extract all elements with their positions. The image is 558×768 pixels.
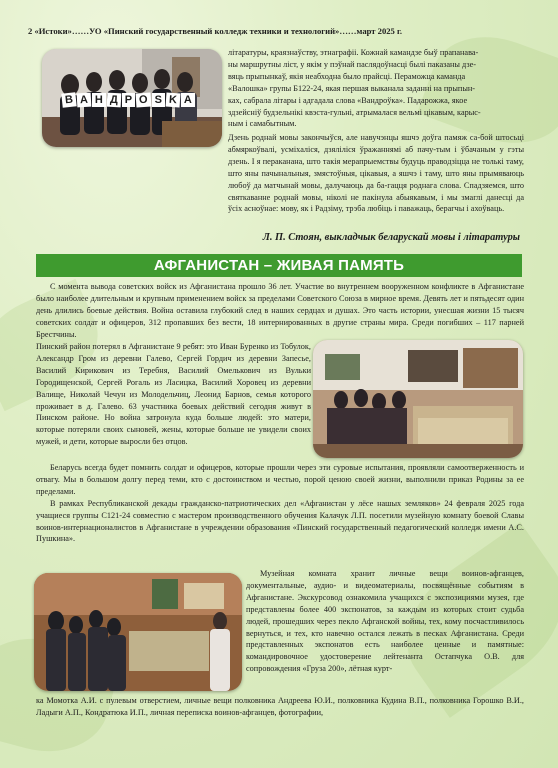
letter-card: Р [122, 93, 135, 107]
photo-exhibition [34, 573, 242, 691]
text-line: ным і самабытным. [228, 119, 297, 129]
afghan-text-4 [36, 695, 524, 719]
text-line: ны маршрутны ліст, у якім у пэўнай паслядоўнасці былі паказаны дзе- [228, 59, 477, 69]
paragraph: Музейная комната хранит личные вещи воинов-афганцев, документальные, аудио- и видеоматериалы, посвящённые событиям в Афганистане. Экскурсовод ознакомила учащихся с экспозициями музея, где представлены более 400 экспонатов, за каждым из которых стоит судьба людей, прошедших через пекло Афганской войны, тех, кому посчастливилось вернуться, и тех, кто навечно остался лежать в песках Афганистана. Среди представленных экспонатов есть наиболее ценные и памятные: командировочное удостоверение лейтенанта Остапчука О.В. для сопровождения «Груза 200», лётная курт- [246, 569, 524, 674]
belarus-paragraph [36, 132, 524, 215]
afghan-text-1b [36, 341, 311, 448]
letter-card: Д [107, 93, 122, 108]
afghan-text-3 [246, 568, 524, 675]
letter-card: A [181, 93, 195, 107]
afghan-text-1 [36, 281, 524, 341]
letter-card: А [77, 93, 92, 108]
belarus-text-top [228, 47, 524, 130]
signature: Л. П. Стоян, выкладчык беларускай мовы і літаратуры [262, 232, 520, 243]
letter-cards [62, 93, 195, 107]
page-header: 2 «Истоки»……УО «Пинский государственный колледж техники и технологий»……март 2025 г. [28, 26, 403, 36]
text-line: здзейсніў будзельнікі квэста-гульні, атрымалася вельмі цікавым, карыс- [228, 107, 481, 117]
text-line: ках, сабрала літары і адгадала слова «Вандроўка». Падарожжа, якое [228, 95, 468, 105]
letter-card: О [136, 93, 152, 108]
letter-card: Н [92, 93, 106, 107]
text-line: літаратуры, краязнаўству, этнаграфіі. Кожнай камандзе быў прапанава- [228, 48, 479, 57]
paragraph: Дзень роднай мовы закончыўся, але навучэнцы яшчэ доўга памяж са-бой штосьці абмяркоўвалі, усміхаліся, дзяліліся ўражаннямі аб пачу-тым і ўбачаным у гэты дзень. І я пераканана, што такія мерапрыемствы будуць праводзіцца не толькі таму, што яны пачынальныя, змястоўныя, цікавыя, а яшчэ і таму, што яны прымяваюць любоў да матчынай мовы, далучаюць да ба-гацця роднага слова. Спадзяемся, што святкаванне роднай мовы, ніколі не пакінула абыякавым, і мы змаглі данесці да ўсіх асноўнае: мову, як і Радзіму, трэба любіць і паважаць, берагчы і ахоўваць. [228, 133, 524, 214]
letter-card: В [61, 92, 76, 107]
section-title: АФГАНИСТАН – ЖИВАЯ ПАМЯТЬ [36, 254, 522, 277]
photo-museum-visit [313, 340, 523, 458]
paragraph: В рамках Республиканской декады гражданско-патриотических дел «Афганистан у лёсе нашых земляков» 24 февраля 2025 года учащиеся группы С121-24 совместно с мастером производственного обучения Калачук Л.П. посетили музейную комнату боевой Славы воинов-интернационалистов в Афганистане в учреждении образования «Пинский государственный педагогический колледж имени А.С. Пушкина». [36, 498, 524, 544]
paragraph: ка Момотка А.И. с пулевым отверстием, личные вещи полковника Андреева Ю.И., полковника Кудина В.П., полковника Горошко В.И., Ладыги А.П., Кондратюка И.П., личная переписка воинов-афганцев, фотографии, [36, 696, 524, 717]
text-line: вяць прыпынкаў, якія неабходна было прайсці. Пераможца каманда [228, 71, 466, 81]
letter-card: K [165, 93, 180, 108]
text-line: «Валошка» групы Б122-24, якая першая выканала заданні на прыпын- [228, 83, 476, 93]
paragraph: Беларусь всегда будет помнить солдат и офицеров, которые прошли через эти суровые испытания, проявляли самоотверженность и отвагу. Мы в большом долгу перед теми, кто с достоинством и честью, порой ценою своей жизни, выполнили приказ Родины за ее пределами. [36, 463, 524, 496]
paragraph: С момента вывода советских войск из Афганистана прошло 36 лет. Участие во внутреннем вооруженном конфликте в Афганистане было наиболее длительным и крупным применением войск за пределами Советского Союза в мирное время. Девять лет и пятьдесят один день длились боевые действия. Война оставила глубокий след в наших сердцах и душах. Это часть истории, унесшая жизни 15 тысяч советских солдат и офицеров, 312 пропавших без вести, 18 интернированных в другие страны мира. Среди погибших – 117 парней Брестчины. [36, 282, 524, 339]
letter-card: S [152, 93, 165, 107]
afghan-text-2 [36, 462, 524, 545]
paragraph: Пинский район потерял в Афганистане 9 ребят: это Иван Буренко из Тобулок, Александр Гром из деревни Галево, Сергей Гордич из деревни Запесье, Василий Кирикович из Теребня, Василий Омелькович из Вульки Городищенской, Сергей Рогаль из Ласицка, Василий Хоровец из деревни Валище, Николай Чечун из Молодельчиц, Леонид Барнов, семья которого проживает в д. Галево. 63 участника боевых действий сегодня живут в Пинском районе. Но война затронула куда больше людей: это матери, которые потеряли своих сыновей, жены, которые больше не увидели своих мужей, и дети, которые выросли без отцов. [36, 342, 311, 447]
